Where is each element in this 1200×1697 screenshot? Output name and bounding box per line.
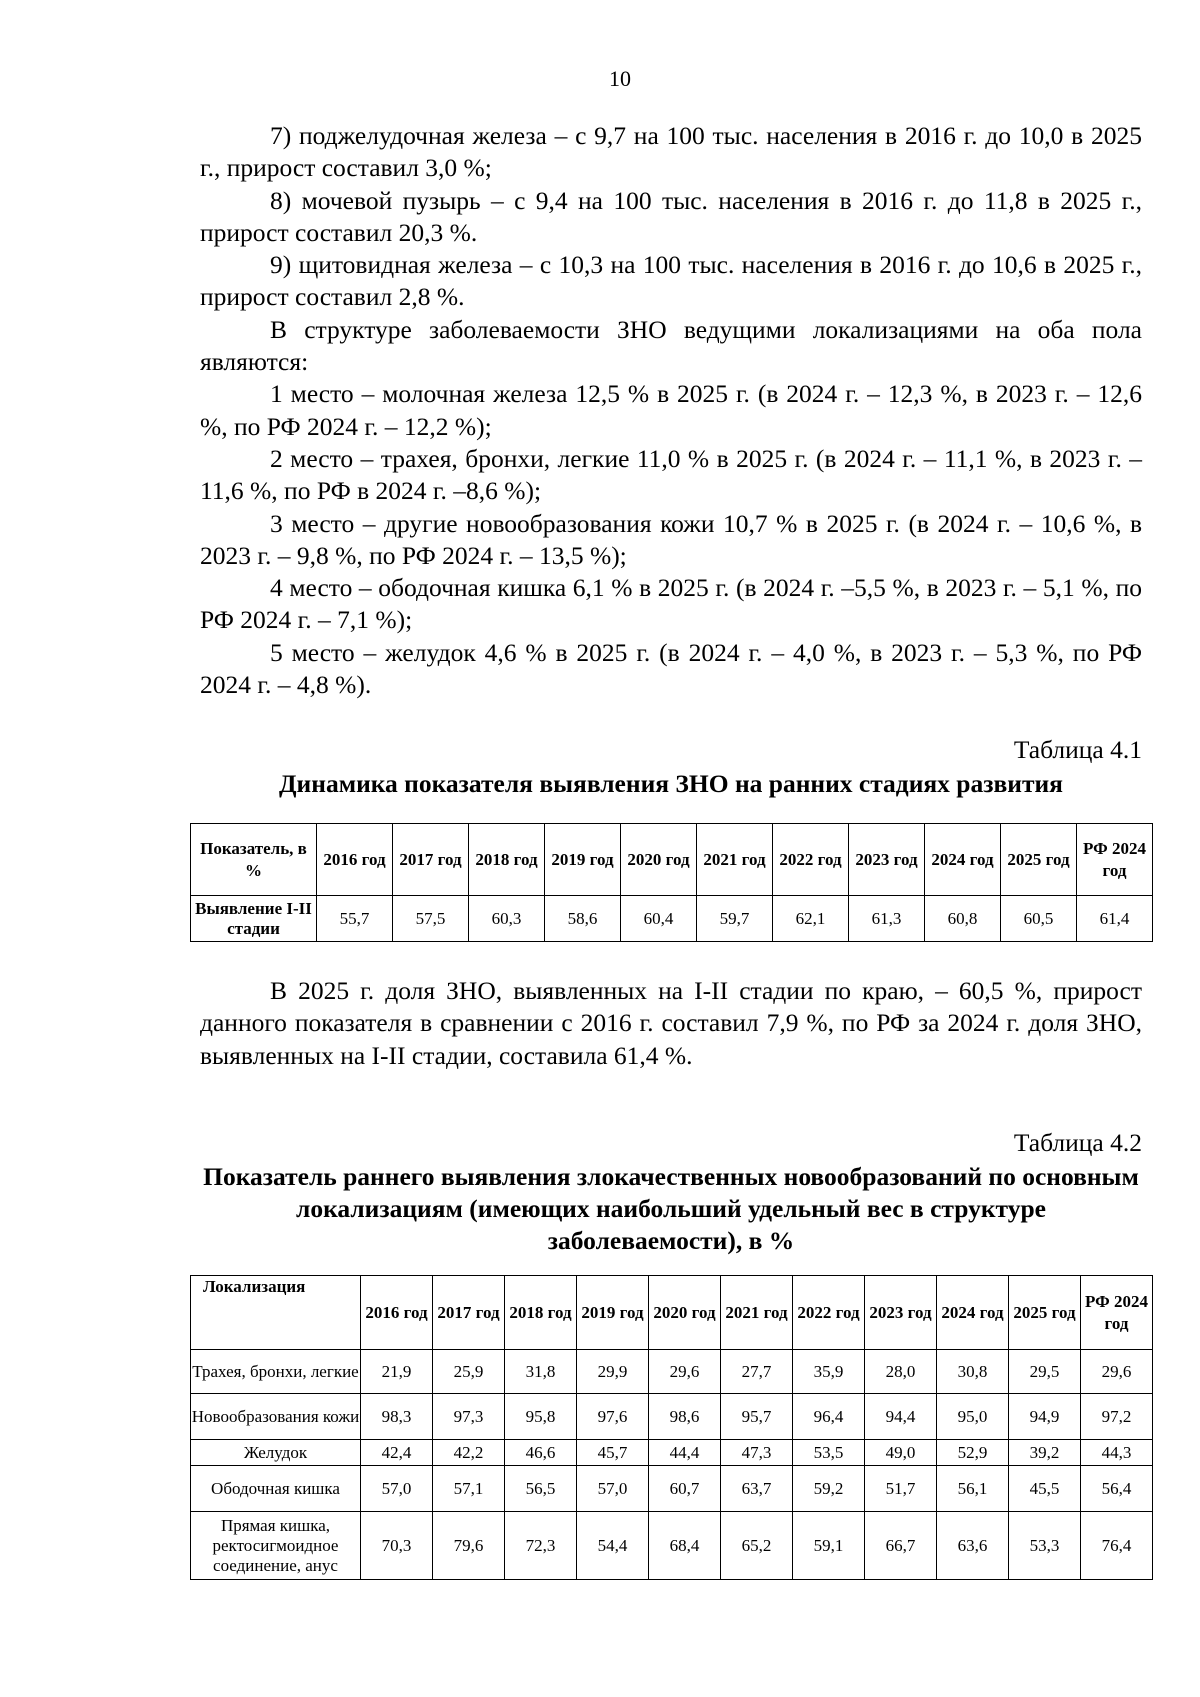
table-cell: 42,2	[433, 1440, 505, 1466]
column-header: 2022 год	[773, 824, 849, 896]
table-cell: 60,3	[469, 896, 545, 942]
table-cell: 98,3	[361, 1394, 433, 1440]
table-cell: 62,1	[773, 896, 849, 942]
table-row	[191, 1440, 1153, 1466]
column-header: 2023 год	[865, 1276, 937, 1350]
table-cell: 63,7	[721, 1466, 793, 1512]
paragraph: 2 место – трахея, бронхи, легкие 11,0 % в 2025 г. (в 2024 г. – 11,1 %, в 2023 г. – 11,6 %, по РФ в 2024 г. –8,6 %);	[200, 443, 1142, 506]
column-header: Показатель, в %	[191, 824, 317, 896]
table-cell: 94,4	[865, 1394, 937, 1440]
column-header: 2024 год	[937, 1276, 1009, 1350]
table-cell: 53,3	[1009, 1512, 1081, 1580]
table-cell: 42,4	[361, 1440, 433, 1466]
paragraph: В структуре заболеваемости ЗНО ведущими локализациями на оба пола являются:	[200, 314, 1142, 377]
column-header: 2019 год	[545, 824, 621, 896]
table-cell: 47,3	[721, 1440, 793, 1466]
table-cell: 31,8	[505, 1350, 577, 1394]
table-cell: 63,6	[937, 1512, 1009, 1580]
table-4-2-title: Показатель раннего выявления злокачественных новообразований по основным локализациям (имеющих наибольший удельный вес в структуре заболеваемости), в %	[203, 1162, 1139, 1255]
page-number: 10	[609, 66, 631, 91]
table-cell: 96,4	[793, 1394, 865, 1440]
paragraph: В 2025 г. доля ЗНО, выявленных на I-II стадии по краю, – 60,5 %, прирост данного показателя в сравнении с 2016 г. составил 7,9 %, по РФ за 2024 г. доля ЗНО, выявленных на I-II стадии, составила 61,4 %.	[200, 976, 1142, 1070]
table-4-2	[190, 1275, 1153, 1580]
table-cell: 97,3	[433, 1394, 505, 1440]
table-cell: 59,2	[793, 1466, 865, 1512]
paragraph: 5 место – желудок 4,6 % в 2025 г. (в 2024 г. – 4,0 %, в 2023 г. – 5,3 %, по РФ 2024 г. – 4,8 %).	[200, 637, 1142, 700]
column-header: 2019 год	[577, 1276, 649, 1350]
table-row	[191, 1350, 1153, 1394]
table-cell: 60,7	[649, 1466, 721, 1512]
column-header: 2023 год	[849, 824, 925, 896]
column-header: 2025 год	[1009, 1276, 1081, 1350]
row-label: Трахея, бронхи, легкие	[191, 1350, 361, 1394]
table-cell: 39,2	[1009, 1440, 1081, 1466]
table-cell: 54,4	[577, 1512, 649, 1580]
column-header: 2016 год	[361, 1276, 433, 1350]
column-header: 2020 год	[649, 1276, 721, 1350]
table-cell: 61,4	[1077, 896, 1153, 942]
table-cell: 97,6	[577, 1394, 649, 1440]
paragraph: 8) мочевой пузырь – с 9,4 на 100 тыс. населения в 2016 г. до 11,8 в 2025 г., прирост составил 20,3 %.	[200, 185, 1142, 247]
table-cell: 95,0	[937, 1394, 1009, 1440]
table-row	[191, 1512, 1153, 1580]
column-header: 2021 год	[697, 824, 773, 896]
table-cell: 95,8	[505, 1394, 577, 1440]
table-cell: 79,6	[433, 1512, 505, 1580]
row-label: Новообразования кожи	[191, 1394, 361, 1440]
table-cell: 60,8	[925, 896, 1001, 942]
table-cell: 94,9	[1009, 1394, 1081, 1440]
column-header: РФ 2024 год	[1081, 1276, 1153, 1350]
paragraph: 1 место – молочная железа 12,5 % в 2025 г. (в 2024 г. – 12,3 %, в 2023 г. – 12,6 %, по РФ 2024 г. – 12,2 %);	[200, 379, 1142, 441]
table-cell: 66,7	[865, 1512, 937, 1580]
table-cell: 59,7	[697, 896, 773, 942]
column-header: 2018 год	[469, 824, 545, 896]
table-cell: 29,9	[577, 1350, 649, 1394]
table-header-row	[191, 1276, 1153, 1350]
column-header: Локализация	[191, 1276, 361, 1350]
table-cell: 45,5	[1009, 1466, 1081, 1512]
body-text	[200, 120, 1142, 701]
table-cell: 65,2	[721, 1512, 793, 1580]
table-cell: 57,5	[393, 896, 469, 942]
table-cell: 21,9	[361, 1350, 433, 1394]
row-label: Желудок	[191, 1440, 361, 1466]
column-header: 2020 год	[621, 824, 697, 896]
row-label: Прямая кишка, ректосигмоидное соединение, анус	[191, 1512, 361, 1580]
row-label: Ободочная кишка	[191, 1466, 361, 1512]
table-cell: 59,1	[793, 1512, 865, 1580]
column-header: РФ 2024 год	[1077, 824, 1153, 896]
paragraph: 4 место – ободочная кишка 6,1 % в 2025 г. (в 2024 г. –5,5 %, в 2023 г. – 5,1 %, по РФ 2024 г. – 7,1 %);	[200, 573, 1142, 635]
table-cell: 56,4	[1081, 1466, 1153, 1512]
table-cell: 56,1	[937, 1466, 1009, 1512]
table-4-1	[190, 823, 1153, 942]
column-header: 2021 год	[721, 1276, 793, 1350]
table-4-2-label: Таблица 4.2	[1013, 1128, 1142, 1157]
column-header: 2022 год	[793, 1276, 865, 1350]
column-header: 2018 год	[505, 1276, 577, 1350]
table-cell: 51,7	[865, 1466, 937, 1512]
table-cell: 60,5	[1001, 896, 1077, 942]
table-cell: 57,1	[433, 1466, 505, 1512]
paragraph: 9) щитовидная железа – с 10,3 на 100 тыс. населения в 2016 г. до 10,6 в 2025 г., прирост составил 2,8 %.	[200, 250, 1142, 312]
column-header: 2025 год	[1001, 824, 1077, 896]
table-cell: 60,4	[621, 896, 697, 942]
column-header: 2017 год	[393, 824, 469, 896]
table-cell: 44,4	[649, 1440, 721, 1466]
table-cell: 55,7	[317, 896, 393, 942]
table-cell: 46,6	[505, 1440, 577, 1466]
table-cell: 27,7	[721, 1350, 793, 1394]
table-4-1-title: Динамика показателя выявления ЗНО на ранних стадиях развития	[279, 769, 1063, 798]
table-cell: 45,7	[577, 1440, 649, 1466]
table-row	[191, 896, 1153, 942]
table-cell: 29,6	[649, 1350, 721, 1394]
table-cell: 52,9	[937, 1440, 1009, 1466]
table-cell: 68,4	[649, 1512, 721, 1580]
table-cell: 95,7	[721, 1394, 793, 1440]
table-row	[191, 1394, 1153, 1440]
table-cell: 30,8	[937, 1350, 1009, 1394]
paragraph: 7) поджелудочная железа – с 9,7 на 100 тыс. населения в 2016 г. до 10,0 в 2025 г., прирост составил 3,0 %;	[200, 121, 1142, 183]
table-cell: 53,5	[793, 1440, 865, 1466]
table-cell: 61,3	[849, 896, 925, 942]
table-cell: 29,5	[1009, 1350, 1081, 1394]
table-cell: 58,6	[545, 896, 621, 942]
paragraph: 3 место – другие новообразования кожи 10,7 % в 2025 г. (в 2024 г. – 10,6 %, в 2023 г. – 9,8 %, по РФ 2024 г. – 13,5 %);	[200, 508, 1142, 570]
column-header: 2017 год	[433, 1276, 505, 1350]
table-cell: 97,2	[1081, 1394, 1153, 1440]
column-header: 2016 год	[317, 824, 393, 896]
table-cell: 28,0	[865, 1350, 937, 1394]
table-cell: 70,3	[361, 1512, 433, 1580]
table-row	[191, 1466, 1153, 1512]
table-4-1-label: Таблица 4.1	[1013, 735, 1142, 764]
table-cell: 35,9	[793, 1350, 865, 1394]
row-label: Выявление I-II стадии	[191, 896, 317, 942]
table-cell: 72,3	[505, 1512, 577, 1580]
table-cell: 49,0	[865, 1440, 937, 1466]
table-cell: 76,4	[1081, 1512, 1153, 1580]
table-cell: 57,0	[577, 1466, 649, 1512]
table-cell: 98,6	[649, 1394, 721, 1440]
table-cell: 56,5	[505, 1466, 577, 1512]
table-cell: 29,6	[1081, 1350, 1153, 1394]
table-cell: 44,3	[1081, 1440, 1153, 1466]
table-header-row	[191, 824, 1153, 896]
table-cell: 25,9	[433, 1350, 505, 1394]
column-header: 2024 год	[925, 824, 1001, 896]
table-cell: 57,0	[361, 1466, 433, 1512]
body-text-after-table	[200, 975, 1142, 1072]
